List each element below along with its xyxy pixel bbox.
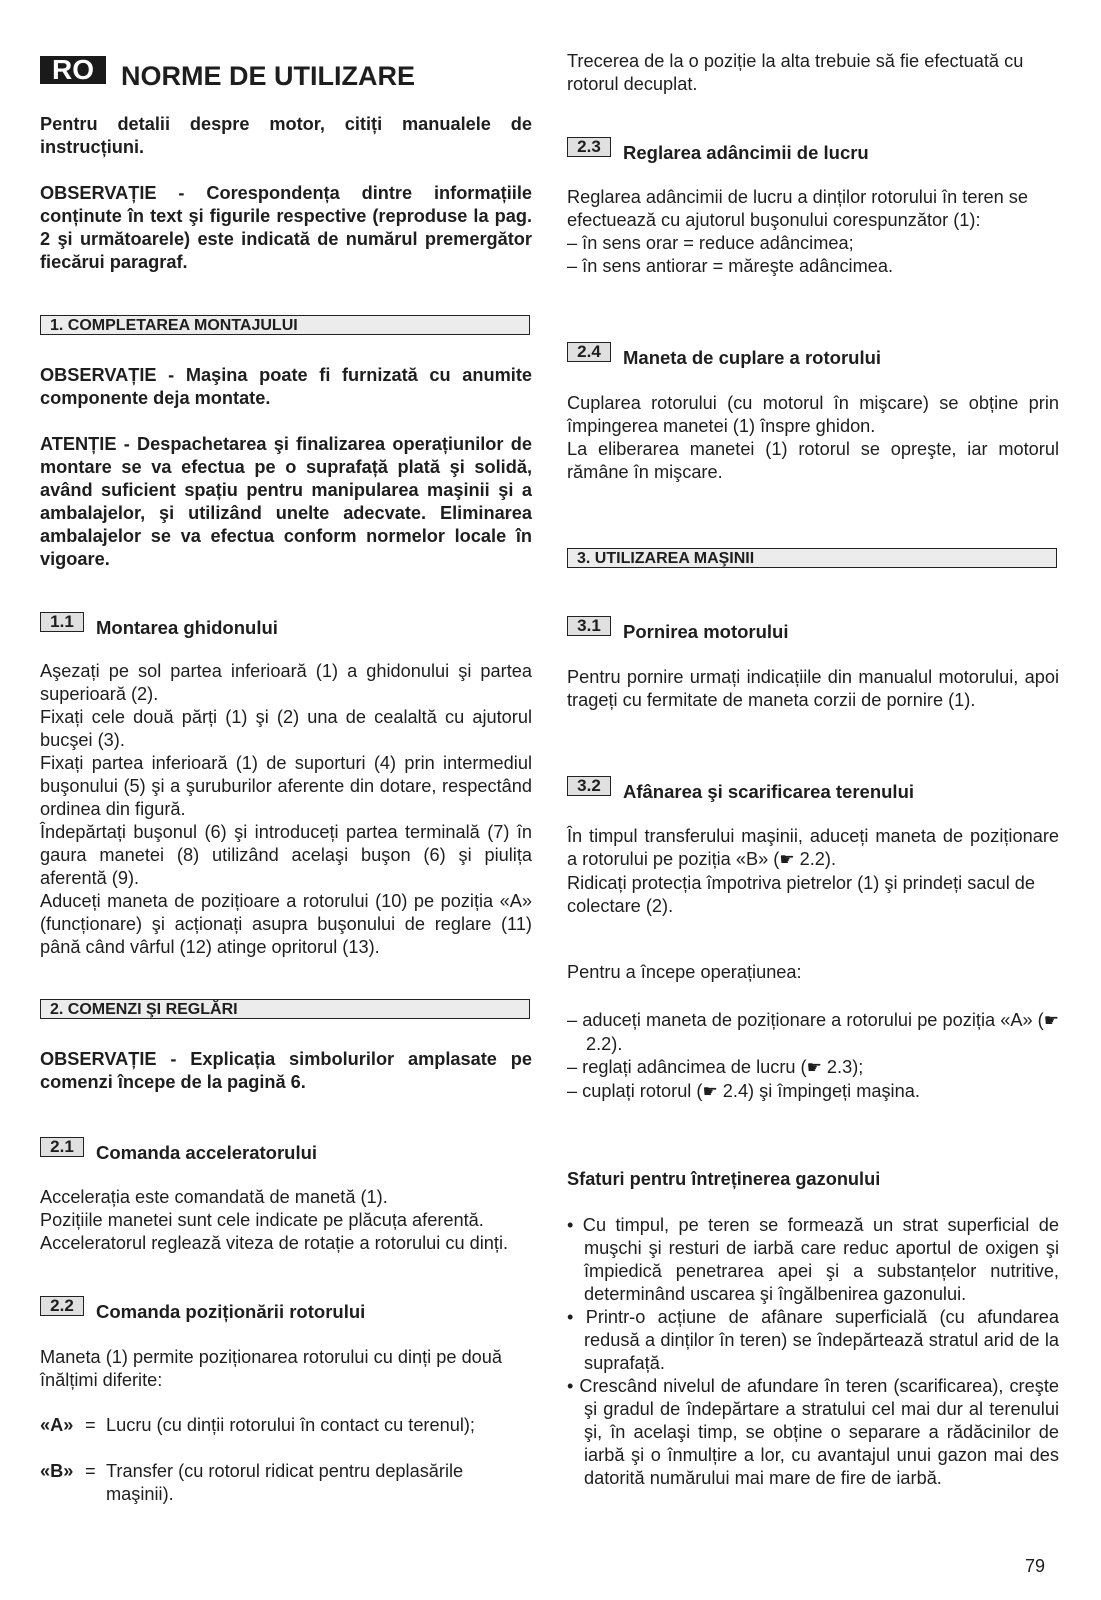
dash-item: – în sens antiorar = măreşte adâncimea. xyxy=(567,256,894,276)
definition-equals: = xyxy=(85,1415,96,1435)
paragraph: Ridicați protecția împotriva pietrelor (1) şi prindeți sacul de colectare (2). xyxy=(567,873,1036,916)
tips-heading: Sfaturi pentru întreținerea gazonului xyxy=(567,1169,881,1189)
section-number: 2.4 xyxy=(567,342,611,362)
bullet-item: • Crescând nivelul de afundare în teren (scarificarea), creşte şi gradul de îndepărtare a stratului cel mai dur al terenului şi, în acelaşi timp, se obține o separare a rădăcinilor de iarbă şi o înmulțire a lor, cu avantajul unui gazon mai des datorită numărului mai mare de fire de iarbă. xyxy=(567,1376,1059,1488)
section-title: Reglarea adâncimii de lucru xyxy=(623,142,869,163)
chapter-3-heading: 3. UTILIZAREA MAŞINII xyxy=(567,548,1057,568)
paragraph: Cuplarea rotorului (cu motorul în mişcare) se obține prin împingerea manetei (1) înspre ghidon. xyxy=(567,393,1059,436)
definition-key: «B» xyxy=(40,1461,74,1481)
section-number: 3.1 xyxy=(567,616,611,636)
section-2-2-intro: Maneta (1) permite poziționarea rotorului cu dinți pe două înălțimi diferite: xyxy=(40,1347,503,1390)
section-3-1-body: Pentru pornire urmați indicațiile din manualul motorului, apoi trageți cu fermitate de maneta corzii de pornire (1). xyxy=(567,667,1059,710)
paragraph: Accelerația este comandată de manetă (1). xyxy=(40,1187,388,1207)
intro-paragraph: Pentru detalii despre motor, citiți manualele de instrucțiuni. xyxy=(40,114,532,157)
section-number: 2.1 xyxy=(40,1137,84,1157)
paragraph: Îndepărtați buşonul (6) şi introduceți partea terminală (7) în gaura manetei (8) utilizând acelaşi buşon (6) şi piulița aferentă (9). xyxy=(40,822,532,888)
paragraph: Fixați cele două părți (1) şi (2) una de cealaltă cu ajutorul bucşei (3). xyxy=(40,707,532,750)
section-2-4-body xyxy=(567,392,1059,484)
definition-value: Lucru (cu dinții rotorului în contact cu terenul); xyxy=(106,1415,475,1435)
definition-equals: = xyxy=(85,1461,96,1481)
section-2-3-body xyxy=(567,186,1059,278)
section-title: Afânarea şi scarificarea terenului xyxy=(623,781,915,802)
bullet-item: • Cu timpul, pe teren se formează un strat superficial de muşchi şi resturi de iarbă care reduc aportul de oxigen şi împiedică penetrarea apei şi a substanțelor nutritive, determinând uscarea şi îngălbenirea gazonului. xyxy=(567,1215,1059,1304)
section-number: 2.3 xyxy=(567,137,611,157)
pointing-hand-icon: ☛ xyxy=(1043,1011,1059,1031)
page-number: 79 xyxy=(1025,1556,1046,1576)
chapter-1-note: OBSERVAȚIE - Maşina poate fi furnizată cu anumite componente deja montate. xyxy=(40,365,532,408)
section-number: 3.2 xyxy=(567,776,611,796)
paragraph: Reglarea adâncimii de lucru a dinților rotorului în teren se efectuează cu ajutorul buşonului corespunzător (1): xyxy=(567,187,1028,230)
paragraph: Fixați partea inferioară (1) de suporturi (4) prin intermediul buşonului (5) şi a şuruburilor aferente din dotare, respectând ordinea din figură. xyxy=(40,753,532,819)
pointing-hand-icon: ☛ xyxy=(702,1082,718,1102)
chapter-1-warning: ATENȚIE - Despachetarea şi finalizarea operațiunilor de montare se va efectua pe o suprafață plată şi solidă, având suficient spațiu pentru manipularea maşinii şi a ambalajelor, şi utilizând unelte adecvate. Eliminarea ambalajelor se va efectua conform normelor locale în vigoare. xyxy=(40,434,532,569)
chapter-1-heading: 1. COMPLETAREA MONTAJULUI xyxy=(40,315,530,335)
section-2-1-heading xyxy=(40,1137,532,1163)
dash-item: – în sens orar = reduce adâncimea; xyxy=(567,233,854,253)
section-number: 1.1 xyxy=(40,612,84,632)
position-change-note: Trecerea de la o poziție la alta trebuie să fie efectuată cu rotorul decuplat. xyxy=(567,51,1024,94)
pointing-hand-icon: ☛ xyxy=(779,850,795,870)
section-2-1-body xyxy=(40,1186,532,1255)
paragraph: Acceleratorul reglează viteza de rotație a rotorului cu dinți. xyxy=(40,1233,509,1253)
section-title: Comanda acceleratorului xyxy=(96,1142,318,1163)
paragraph: Pozițiile manetei sunt cele indicate pe plăcuța aferentă. xyxy=(40,1210,484,1230)
section-title: Pornirea motorului xyxy=(623,621,789,642)
section-3-2-body xyxy=(567,825,1059,918)
section-1-1-body xyxy=(40,660,532,959)
section-2-2-heading xyxy=(40,1296,532,1322)
section-2-3-heading xyxy=(567,137,1059,163)
intro-note: OBSERVAȚIE - Corespondența dintre informațiile conținute în text şi figurile respective (reproduse la pag. 2 şi următoarele) este indicată de numărul premergător fiecărui paragraf. xyxy=(40,183,532,272)
pointing-hand-icon: ☛ xyxy=(806,1058,822,1078)
operation-start-text: Pentru a începe operațiunea: xyxy=(567,962,802,982)
chapter-2-note: OBSERVAȚIE - Explicația simbolurilor amplasate pe comenzi începe de la pagină 6. xyxy=(40,1049,532,1092)
dash-item: – aduceți maneta de poziționare a rotorului pe poziția «A» (☛ 2.2). xyxy=(567,1010,1059,1054)
section-3-2-heading xyxy=(567,776,1059,802)
section-1-1-heading xyxy=(40,612,532,638)
tips-list xyxy=(567,1214,1059,1490)
dash-item: – reglați adâncimea de lucru (☛ 2.3); xyxy=(567,1057,864,1078)
section-title: Maneta de cuplare a rotorului xyxy=(623,347,882,368)
section-2-4-heading xyxy=(567,342,1059,368)
section-3-1-heading xyxy=(567,616,1059,642)
section-title: Montarea ghidonului xyxy=(96,617,278,638)
section-number: 2.2 xyxy=(40,1296,84,1316)
definition-key: «A» xyxy=(40,1415,74,1435)
operation-steps xyxy=(567,1009,1059,1104)
definition-value: Transfer (cu rotorul ridicat pentru deplasările maşinii). xyxy=(106,1461,464,1504)
section-title: Comanda poziționării rotorului xyxy=(96,1301,366,1322)
paragraph: La eliberarea manetei (1) rotorul se opreşte, iar motorul rămâne în mişcare. xyxy=(567,439,1059,482)
paragraph: Aşezați pe sol partea inferioară (1) a ghidonului şi partea superioară (2). xyxy=(40,661,532,704)
chapter-2-heading: 2. COMENZI ŞI REGLĂRI xyxy=(40,999,530,1019)
language-badge: RO xyxy=(40,56,106,84)
bullet-item: • Printr-o acțiune de afânare superficială (cu afundarea redusă a dinților în teren) se îndepărtează stratul arid de la suprafață. xyxy=(567,1307,1059,1373)
paragraph: În timpul transferului maşinii, aduceți maneta de poziționare a rotorului pe poziția «B» (☛ 2.2). xyxy=(567,826,1059,870)
paragraph: Aduceți maneta de pozițioare a rotorului (10) pe poziția «A» (funcționare) şi acționați asupra buşonului de reglare (11) până când vârful (12) atinge opritorul (13). xyxy=(40,891,532,957)
page-title: NORME DE UTILIZARE xyxy=(121,61,415,91)
dash-item: – cuplați rotorul (☛ 2.4) şi împingeți maşina. xyxy=(567,1081,920,1102)
